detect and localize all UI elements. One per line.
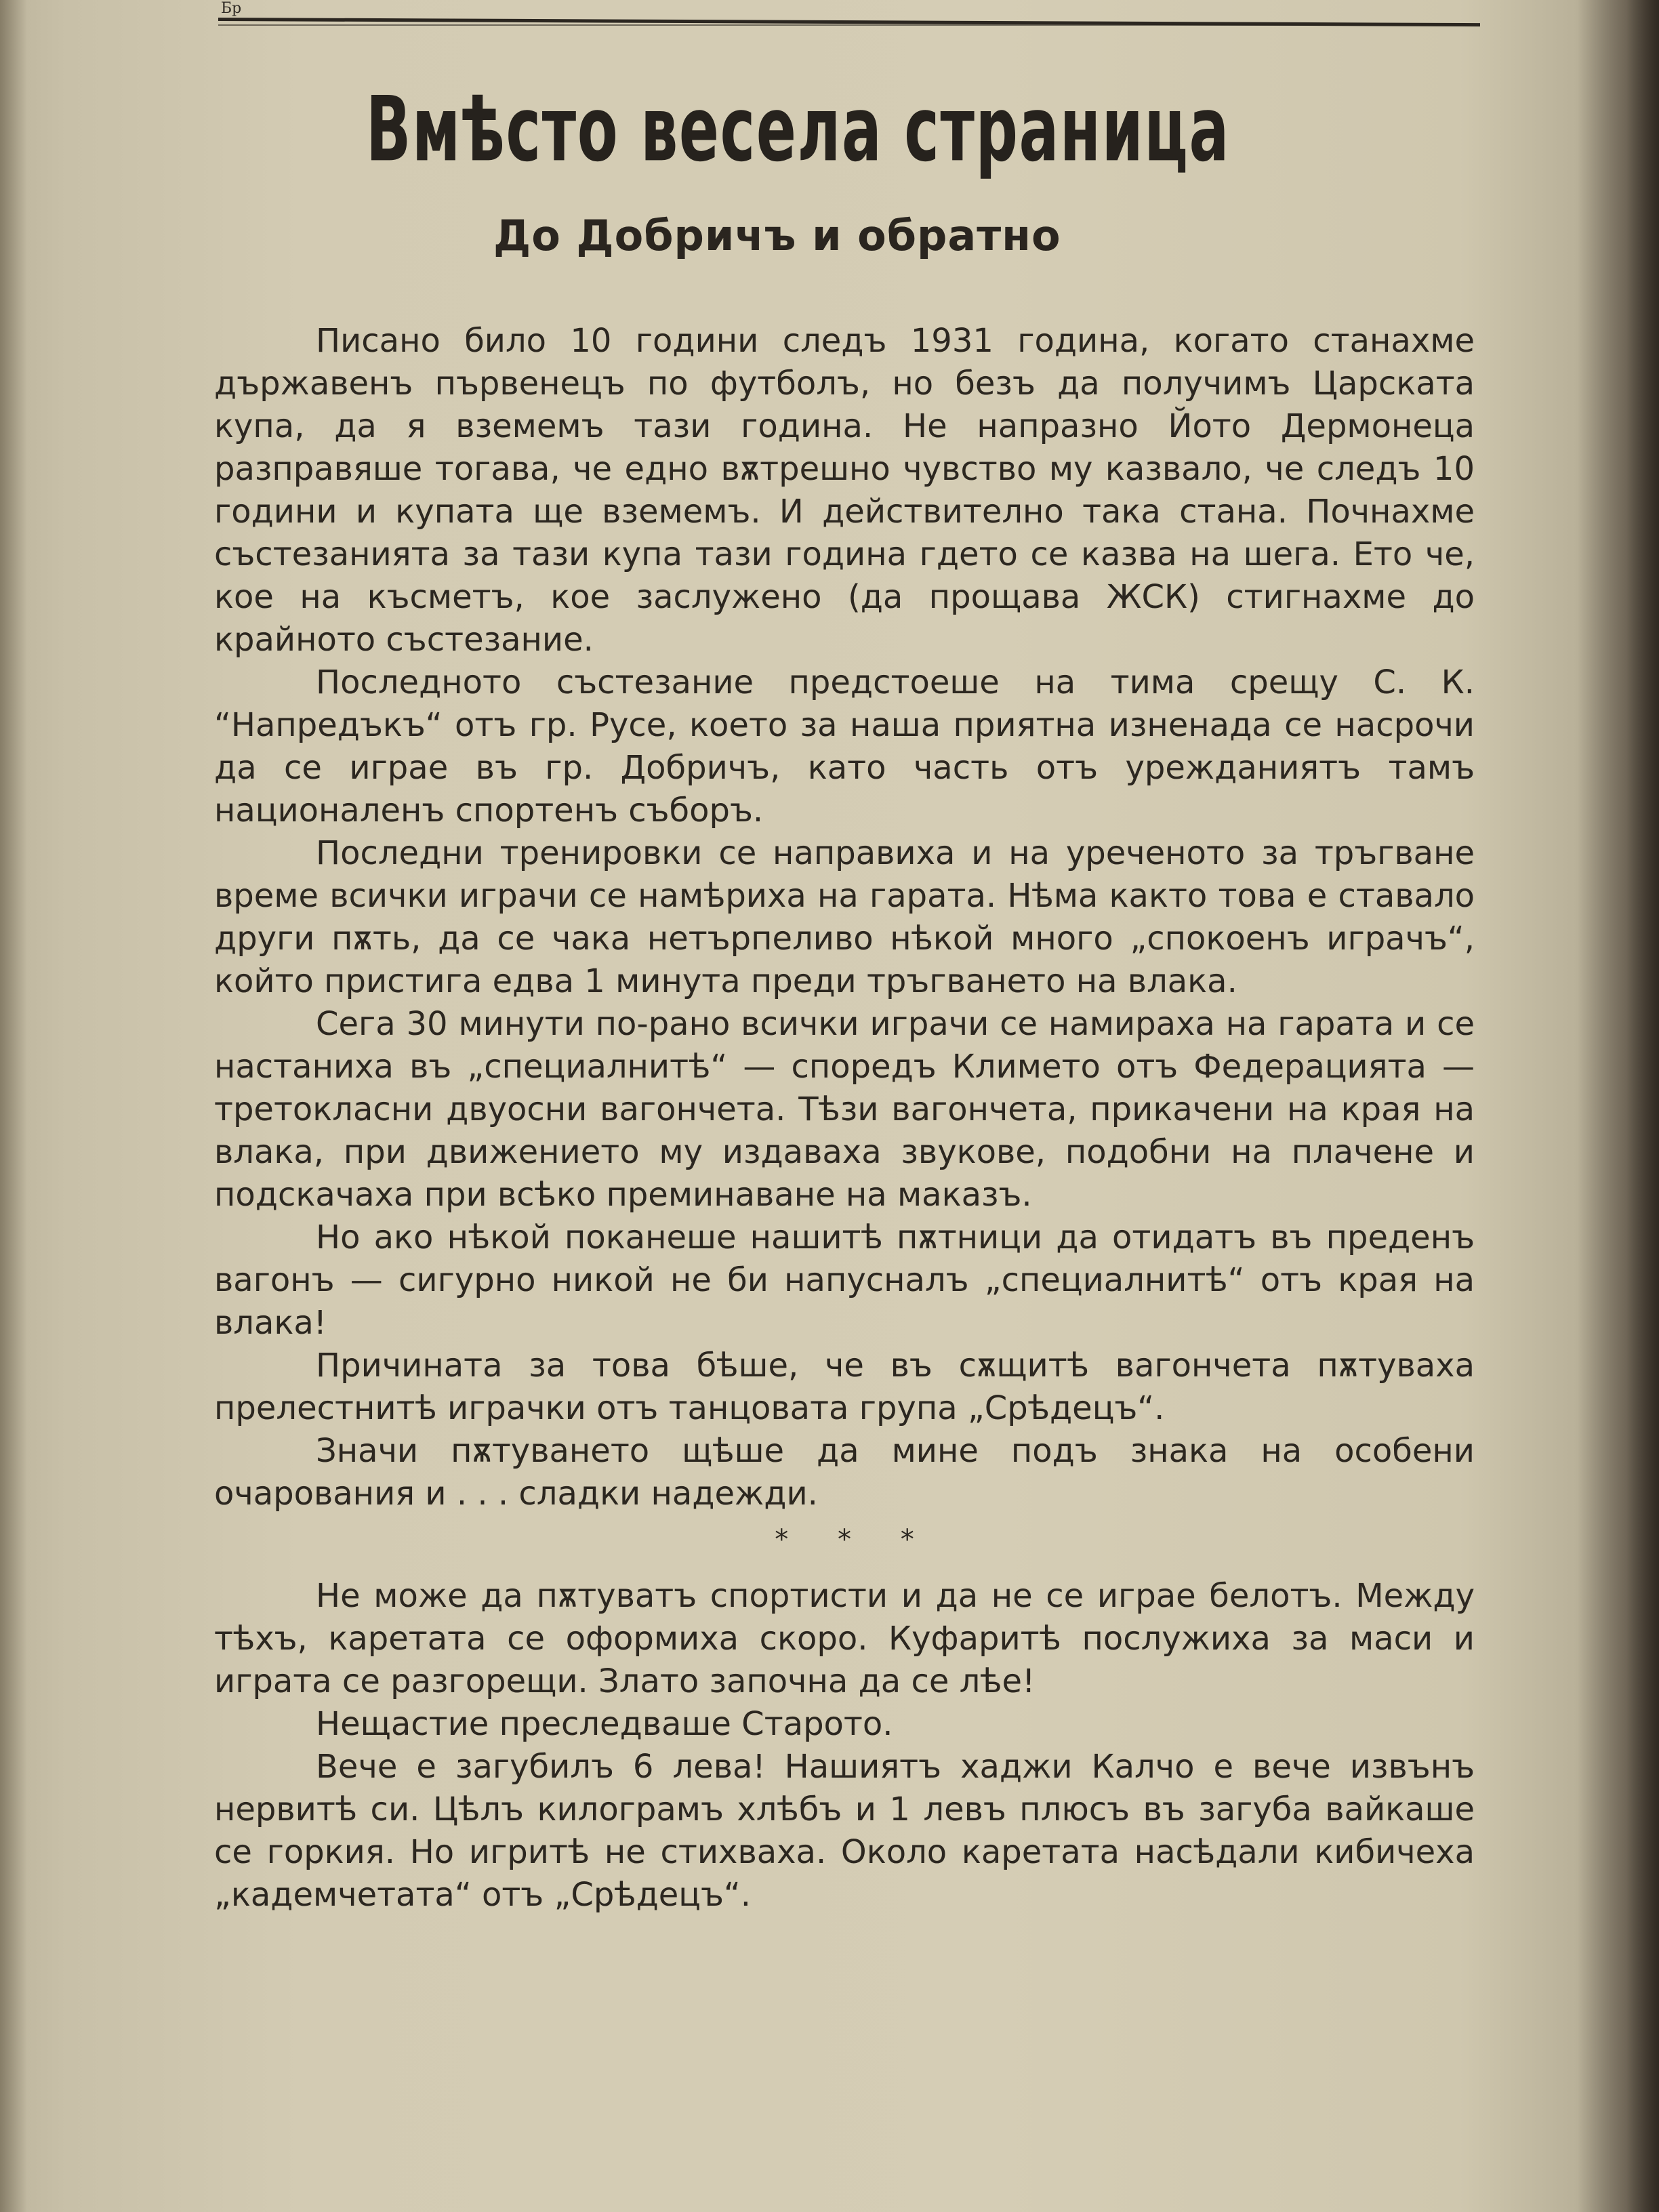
paragraph: Последни тренировки се направиха и на уреченото за тръгване време всички играчи се намѣриха на гарата. Нѣма както това е ставало други пѫть, да се чака нетърпеливо нѣкой много „спокоенъ играчъ“, който пристига едва 1 минута преди тръгването на влака.	[214, 834, 1475, 1000]
paragraph: Значи пѫтуването щѣше да мине подъ знака на особени очарования и . . . сладки надежди.	[214, 1432, 1475, 1513]
article-text-part-2	[214, 1575, 1475, 1917]
page-binding-shadow	[0, 0, 27, 2212]
paragraph: Сега 30 минути по-рано всички играчи се намираха на гарата и се настаниха въ „специалнитѣ“ — споредъ Климето отъ Федерацията — третокласни двуосни вагончета. Тѣзи вагончета, прикачени на края на влака, при движението му издаваха звукове, подобни на плачене и подскачаха при всѣко преминаване на маказъ.	[214, 1005, 1475, 1214]
article-body	[214, 320, 1475, 1917]
paragraph: Последното състезание предстоеше на тима срещу С. К. “Напредъкъ“ отъ гр. Русе, което за наша приятна изненада се насрочи да се играе въ гр. Добричъ, като часть отъ урежданиятъ тамъ националенъ спортенъ съборъ.	[214, 663, 1475, 830]
paragraph: Нещастие преследваше Старото.	[316, 1705, 893, 1743]
paragraph: Вече е загубилъ 6 лева! Нашиятъ хаджи Калчо е вече извънъ нервитѣ си. Цѣлъ килограмъ хлѣбъ и 1 левъ плюсъ въ загуба вайкаше се горкия. Но игритѣ не стихваха. Около каретата насѣдали кибичеха „кадемчетата“ отъ „Срѣдецъ“.	[214, 1748, 1475, 1914]
paragraph: Не може да пѫтуватъ спортисти и да не се играе белотъ. Между тѣхъ, каретата се оформиха скоро. Куфаритѣ послужиха за маси и играта се разгорещи. Злато започна да се лѣе!	[214, 1577, 1475, 1700]
article-text-part-1	[214, 320, 1475, 1515]
page-edge-shadow	[1578, 0, 1659, 2212]
paragraph: Писано било 10 години следъ 1931 година, когато станахме държавенъ първенецъ по футболъ, но безъ да получимъ Царската купа, да я вземемъ тази година. Не напразно Йото Дермонеца разправяше тогава, че едно вѫтрешно чувство му казвало, че следъ 10 години и купата ще вземемъ. И действително така стана. Почнахме състезанията за тази купа тази година гдето се казва на шега. Ето че, кое на късметъ, кое заслужено (да прощава ЖСК) стигнахме до крайното състезание.	[214, 322, 1475, 659]
article-title: Вмѣсто весела страница	[366, 77, 1230, 182]
article-subtitle: До Добричъ и обратно	[493, 211, 1061, 260]
running-header-fragment: Бр	[221, 0, 242, 17]
header-rule-thin	[218, 24, 1480, 26]
paragraph: Причината за това бѣше, че въ сѫщитѣ вагончета пѫтуваха прелестнитѣ играчки отъ танцовата група „Срѣдецъ“.	[214, 1347, 1475, 1427]
section-separator: * * *	[775, 1524, 935, 1555]
paragraph: Но ако нѣкой поканеше нашитѣ пѫтници да отидатъ въ преденъ вагонъ — сигурно никой не би напусналъ „специалнитѣ“ отъ края на влака!	[214, 1218, 1475, 1342]
